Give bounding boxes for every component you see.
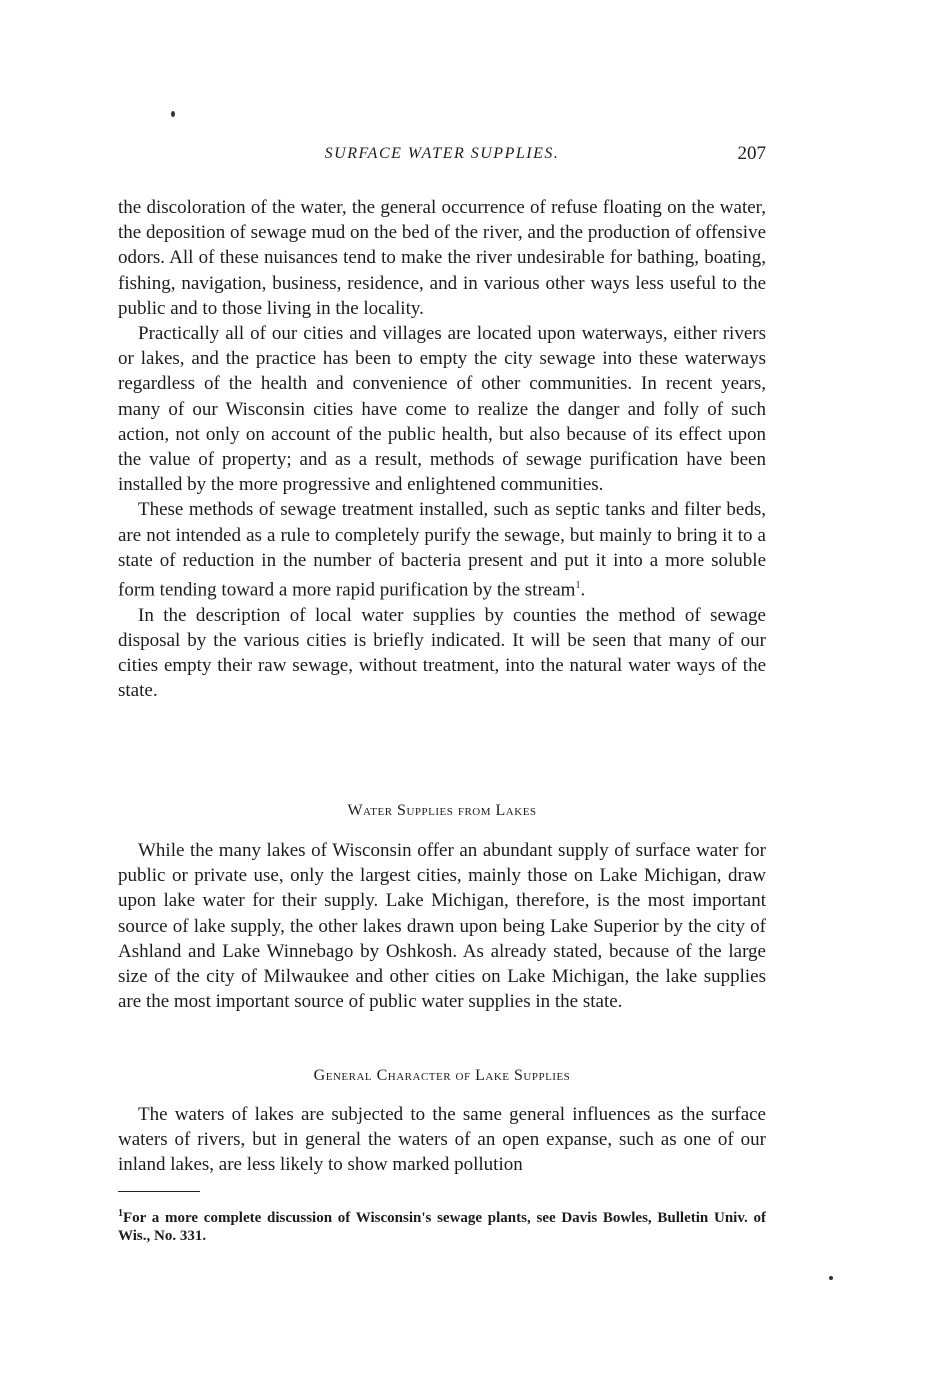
running-head [118,143,766,167]
footnote-divider [118,1191,200,1192]
scan-speck [829,1276,833,1280]
footnote-text: For a more complete discussion of Wisconsin's sewage plants, see Davis Bowles, Bulletin Univ. of Wis., No. 331. [118,1210,766,1244]
section-text-character: The waters of lakes are subjected to the same general influences as the surface waters of rivers, but in general the waters of an open expanse, such as one of our inland lakes, are less likely to show marked pollution [118,1104,766,1176]
footnote-reference: 1 [575,580,581,592]
section-text-character-block [118,1102,766,1178]
paragraph-continued: the discoloration of the water, the general occurrence of refuse floating on the water, the deposition of sewage mud on the bed of the river, and the production of offensive odors. All of these nuisances tend to make the river undesirable for bathing, boating, fishing, navigation, business, residence, and in various other ways less useful to the public and to those living in the locality. [118,197,766,319]
section-text-lakes: While the many lakes of Wisconsin offer an abundant supply of surface water for public or private use, only the largest cities, mainly those on Lake Michigan, draw upon lake water for their supply. Lake Michigan, therefore, is the most important source of lake supply, the other lakes drawn upon being Lake Superior by the city of Ashland and Lake Winnebago by Oshkosh. As already stated, because of the large size of the city of Milwaukee and other cities on Lake Michigan, the lake supplies are the most important source of public water supplies in the state. [118,840,766,1013]
body-text [118,195,766,703]
scan-speck [171,111,175,117]
page-number: 207 [737,143,766,164]
running-title: SURFACE WATER SUPPLIES. [324,145,560,162]
section-text-lakes-block [118,838,766,1014]
paragraph-sewage-treatment [118,497,766,602]
paragraph-cities-and-villages: Practically all of our cities and villages are located upon waterways, either rivers or lakes, and the practice has been to empty the city sewage into these waterways regardless of the health and convenience of other communities. In recent years, many of our Wisconsin cities have come to realize the danger and folly of such action, not only on account of the public health, but also because of its effect upon the value of property; and as a result, methods of sewage purification have been installed by the more progressive and enlightened communities. [118,323,766,496]
footnote-marker: 1 [118,1208,123,1219]
footnote [118,1205,766,1245]
section-heading-character: General Character of Lake Supplies [313,1067,571,1084]
paragraph-sewage-treatment-text: These methods of sewage treatment installed, such as septic tanks and filter beds, are not intended as a rule to completely purify the sewage, but mainly to bring it to a state of reduction in the number of bacteria present and put it into a more soluble form tending toward a more rapid purification by the stream [118,499,766,601]
section-heading-lakes: Water Supplies from Lakes [347,802,537,819]
paragraph-local-supplies: In the description of local water supplies by counties the method of sewage disposal by the various cities is briefly indicated. It will be seen that many of our cities empty their raw sewage, without treatment, into the natural water ways of the state. [118,604,766,702]
footnote-reference-tail: . [580,579,586,601]
